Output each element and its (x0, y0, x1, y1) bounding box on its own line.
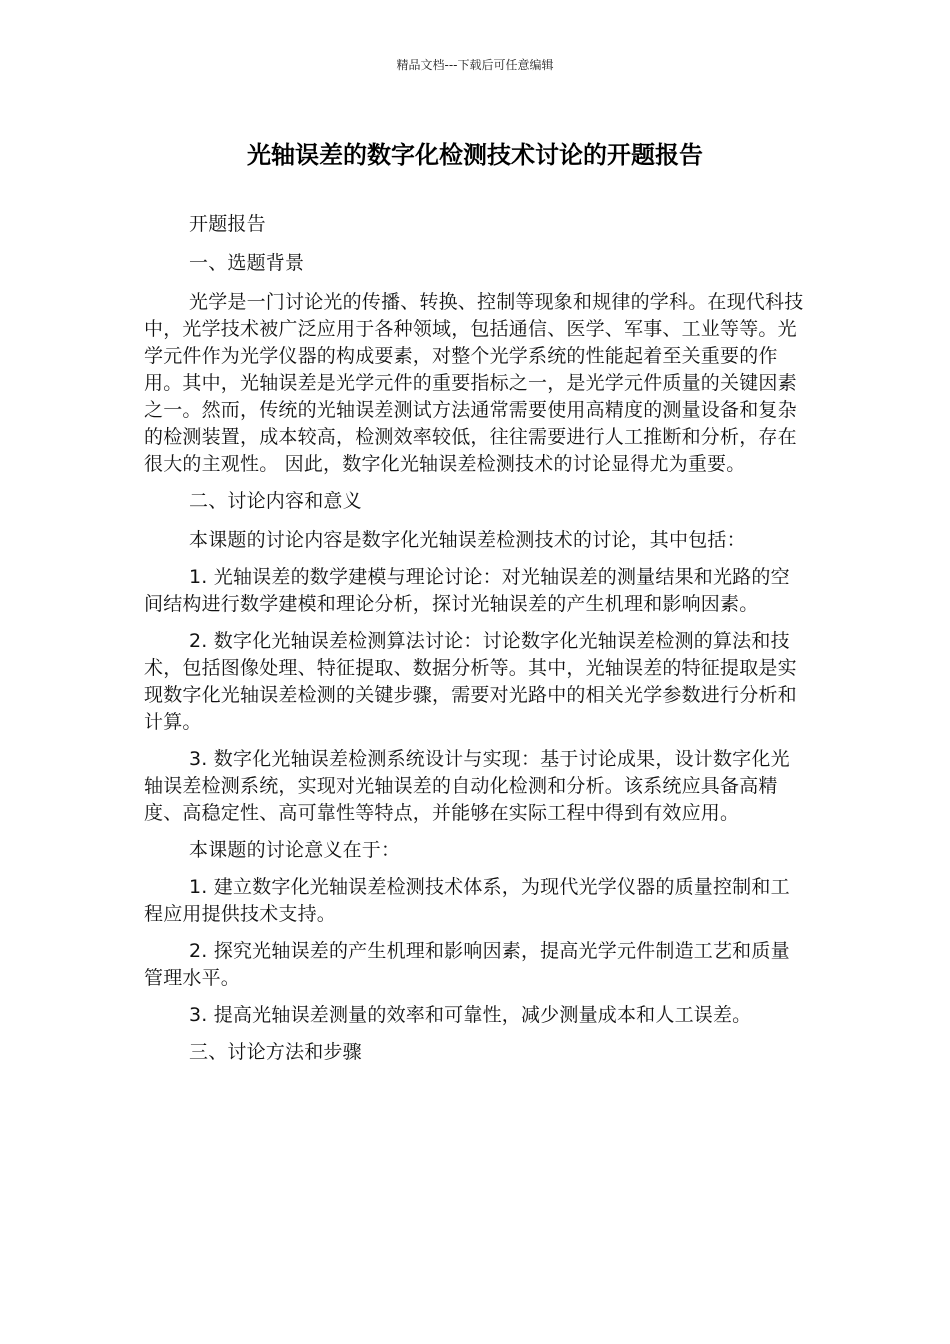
paragraph-background: 光学是一门讨论光的传播、转换、控制等现象和规律的学科。在现代科技中，光学技术被广泛应用于各种领域，包括通信、医学、军事、工业等等。光学元件作为光学仪器的构成要素，对整个光学系统的性能起着至关重要的作用。其中，光轴误差是光学元件的重要指标之一，是光学元件质量的关键因素之一。然而，传统的光轴误差测试方法通常需要使用高精度的测量设备和复杂的检测装置，成本较高，检测效率较低，往往需要进行人工推断和分析，存在很大的主观性。 因此，数字化光轴误差检测技术的讨论显得尤为重要。 (144, 291, 804, 475)
section-heading-content: 二、讨论内容和意义 (189, 490, 362, 512)
paragraph-significance-item-3: 3. 提高光轴误差测量的效率和可靠性，减少测量成本和人工误差。 (189, 1004, 752, 1026)
paragraph-report-label: 开题报告 (189, 213, 266, 235)
paragraph-content-item-1: 1. 光轴误差的数学建模与理论讨论：对光轴误差的测量结果和光路的空间结构进行数学建模和理论分析，探讨光轴误差的产生机理和影响因素。 (144, 566, 790, 615)
paragraph-significance-intro: 本课题的讨论意义在于： (189, 839, 401, 861)
header-note: 精品文档---下载后可任意编辑 (396, 58, 554, 72)
paragraph-content-intro: 本课题的讨论内容是数字化光轴误差检测技术的讨论，其中包括： (189, 529, 746, 551)
section-heading-methods: 三、讨论方法和步骤 (189, 1041, 362, 1063)
paragraph-significance-item-1: 1. 建立数字化光轴误差检测技术体系，为现代光学仪器的质量控制和工程应用提供技术支持。 (144, 876, 790, 925)
paragraph-content-item-3: 3. 数字化光轴误差检测系统设计与实现：基于讨论成果，设计数字化光轴误差检测系统，实现对光轴误差的自动化检测和分析。该系统应具备高精度、高稳定性、高可靠性等特点，并能够在实际工程中得到有效应用。 (144, 748, 790, 824)
section-heading-background: 一、选题背景 (189, 252, 305, 274)
paragraph-significance-item-2: 2. 探究光轴误差的产生机理和影响因素，提高光学元件制造工艺和质量管理水平。 (144, 940, 790, 989)
document-body (144, 211, 804, 1078)
document-title: 光轴误差的数字化检测技术讨论的开题报告 (247, 141, 703, 169)
paragraph-content-item-2: 2. 数字化光轴误差检测算法讨论：讨论数字化光轴误差检测的算法和技术，包括图像处理、特征提取、数据分析等。其中，光轴误差的特征提取是实现数字化光轴误差检测的关键步骤，需要对光路中的相关光学参数进行分析和计算。 (144, 630, 797, 733)
